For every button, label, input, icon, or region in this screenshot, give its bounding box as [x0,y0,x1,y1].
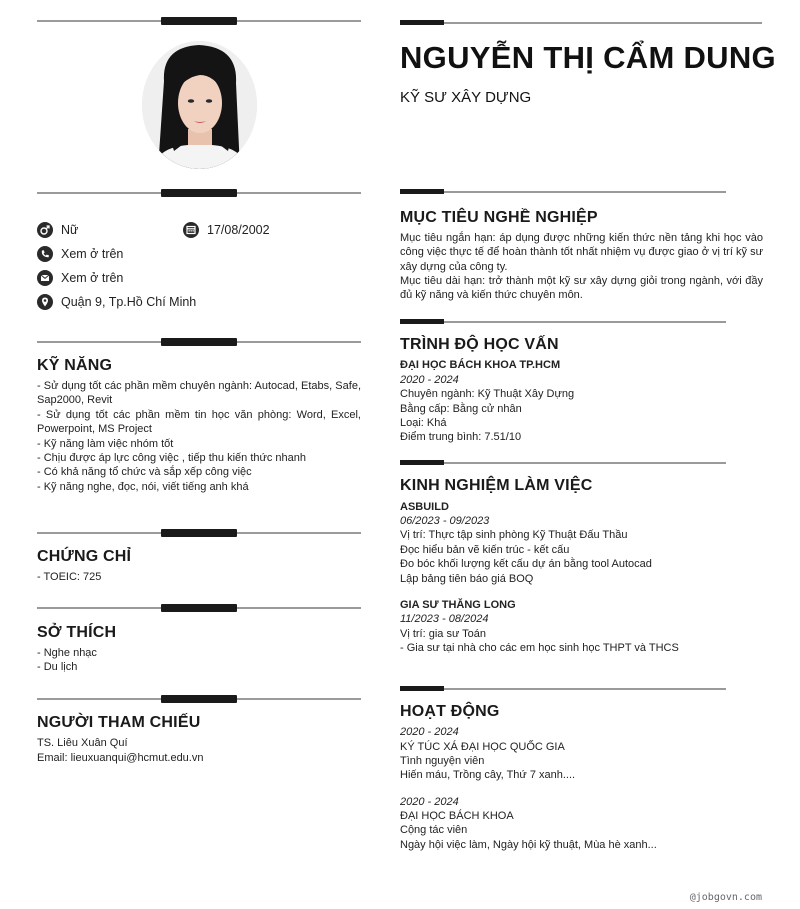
portrait-image [142,41,257,169]
candidate-name: NGUYỄN THỊ CẨM DUNG [400,40,776,75]
divider-experience [400,460,726,465]
divider-skills [37,338,361,346]
gender-value: Nữ [61,223,79,237]
job-line: Lập bảng tiên báo giá BOQ [400,573,534,585]
divider-top-right [400,20,762,25]
list-item: - Nghe nhạc [37,647,97,659]
divider-references [37,695,361,703]
skills-list [37,379,361,494]
hobbies-title: SỞ THÍCH [37,624,117,641]
activity-period: 2020 - 2024 [400,726,459,738]
birthdate-value: 17/08/2002 [207,223,270,237]
education-period: 2020 - 2024 [400,374,459,386]
mail-icon [37,270,53,286]
job-line: Vị trí: gia sư Toán [400,628,487,640]
info-email [37,270,123,286]
education-title: TRÌNH ĐỘ HỌC VẤN [400,336,559,353]
objective-long-term: Mục tiêu dài hạn: trở thành một kỹ sư xây dựng giỏi trong ngành, với đầy đủ kỹ năng và kiến thức chuyên môn. [400,275,763,302]
reference-email: Email: lieuxuanqui@hcmut.edu.vn [37,752,204,764]
education-gpa: Điểm trung bình: 7.51/10 [400,431,522,443]
profile-photo [142,41,257,169]
email-value: Xem ở trên [61,271,124,285]
info-gender [37,222,78,238]
education-rank: Loại: Khá [400,417,447,429]
watermark: @jobgovn.com [689,892,762,903]
info-phone [37,246,123,262]
activity-desc: Hiến máu, Trồng cây, Thứ 7 xanh.... [400,769,576,781]
info-birthdate [183,222,270,238]
objective-title: MỤC TIÊU NGHỀ NGHIỆP [400,209,598,226]
list-item: - TOEIC: 725 [37,571,102,583]
activity-org: ĐẠI HỌC BÁCH KHOA [400,810,514,822]
divider-objective [400,189,726,194]
divider-education [400,319,726,324]
divider-info [37,189,361,197]
education-degree: Bằng cấp: Bằng cử nhân [400,403,522,415]
activities-title: HOẠT ĐỘNG [400,703,500,720]
list-item: - Kỹ năng làm việc nhóm tốt [37,437,174,450]
activity-org: KÝ TÚC XÁ ĐẠI HỌC QUỐC GIA [400,741,565,753]
education-major: Chuyên ngành: Kỹ Thuật Xây Dựng [400,388,575,400]
phone-value: Xem ở trên [61,247,124,261]
list-item: - Sử dụng tốt các phần mềm chuyên ngành: Autocad, Etabs, Safe, Sap2000, Revit [37,380,361,407]
certificates-list [37,570,361,584]
activity-role: Tình nguyện viên [400,755,485,767]
hobbies-list [37,646,361,675]
info-address [37,294,196,310]
job-period: 06/2023 - 09/2023 [400,515,490,527]
job-period: 11/2023 - 08/2024 [400,613,489,625]
address-value: Quận 9, Tp.Hồ Chí Minh [61,295,197,309]
phone-icon [37,246,53,262]
divider-top-left [37,17,361,25]
certificates-title: CHỨNG CHỈ [37,548,132,565]
gender-icon [37,222,53,238]
list-item: - Kỹ năng nghe, đọc, nói, viết tiếng anh khá [37,480,249,493]
job-company: GIA SƯ THĂNG LONG [400,599,516,611]
list-item: - Du lịch [37,661,78,674]
experience-title: KINH NGHIỆM LÀM VIỆC [400,477,593,494]
education-school: ĐẠI HỌC BÁCH KHOA TP.HCM [400,359,561,371]
list-item: - Sử dụng tốt các phần mềm tin học văn phòng: Word, Excel, Powerpoint, MS Project [37,408,361,436]
job-line: - Gia sư tại nhà cho các em học sinh học THPT và THCS [400,642,679,654]
divider-hobbies [37,604,361,612]
job-line: Đọc hiểu bản vẽ kiến trúc - kết cấu [400,544,570,556]
references-title: NGƯỜI THAM CHIẾU [37,714,201,731]
calendar-icon [183,222,199,238]
reference-name: TS. Liêu Xuân Quí [37,737,128,749]
location-icon [37,294,53,310]
divider-certificates [37,529,361,537]
activity-desc: Ngày hội việc làm, Ngày hội kỹ thuật, Mùa hè xanh... [400,839,657,851]
job-line: Đo bóc khối lượng kết cấu dự án bằng tool Autocad [400,558,652,570]
divider-activities [400,686,726,691]
candidate-role: KỸ SƯ XÂY DỰNG [400,89,532,106]
job-line: Vị trí: Thực tập sinh phòng Kỹ Thuật Đấu Thầu [400,529,628,541]
list-item: - Chịu được áp lực công việc , tiếp thu kiến thức nhanh [37,452,307,465]
skills-title: KỸ NĂNG [37,357,113,374]
activity-role: Cộng tác viên [400,824,468,836]
list-item: - Có khả năng tổ chức và sắp xếp công việc [37,466,252,479]
activity-period: 2020 - 2024 [400,796,459,808]
objective-short-term: Mục tiêu ngắn hạn: áp dụng được những kiến thức nền tảng khi học vào công việc thực tế để hoàn thành tốt nhất nhiệm vụ được giao ở vị trí kỹ sư xây dựng của công ty. [400,232,763,273]
job-company: ASBUILD [400,501,449,513]
